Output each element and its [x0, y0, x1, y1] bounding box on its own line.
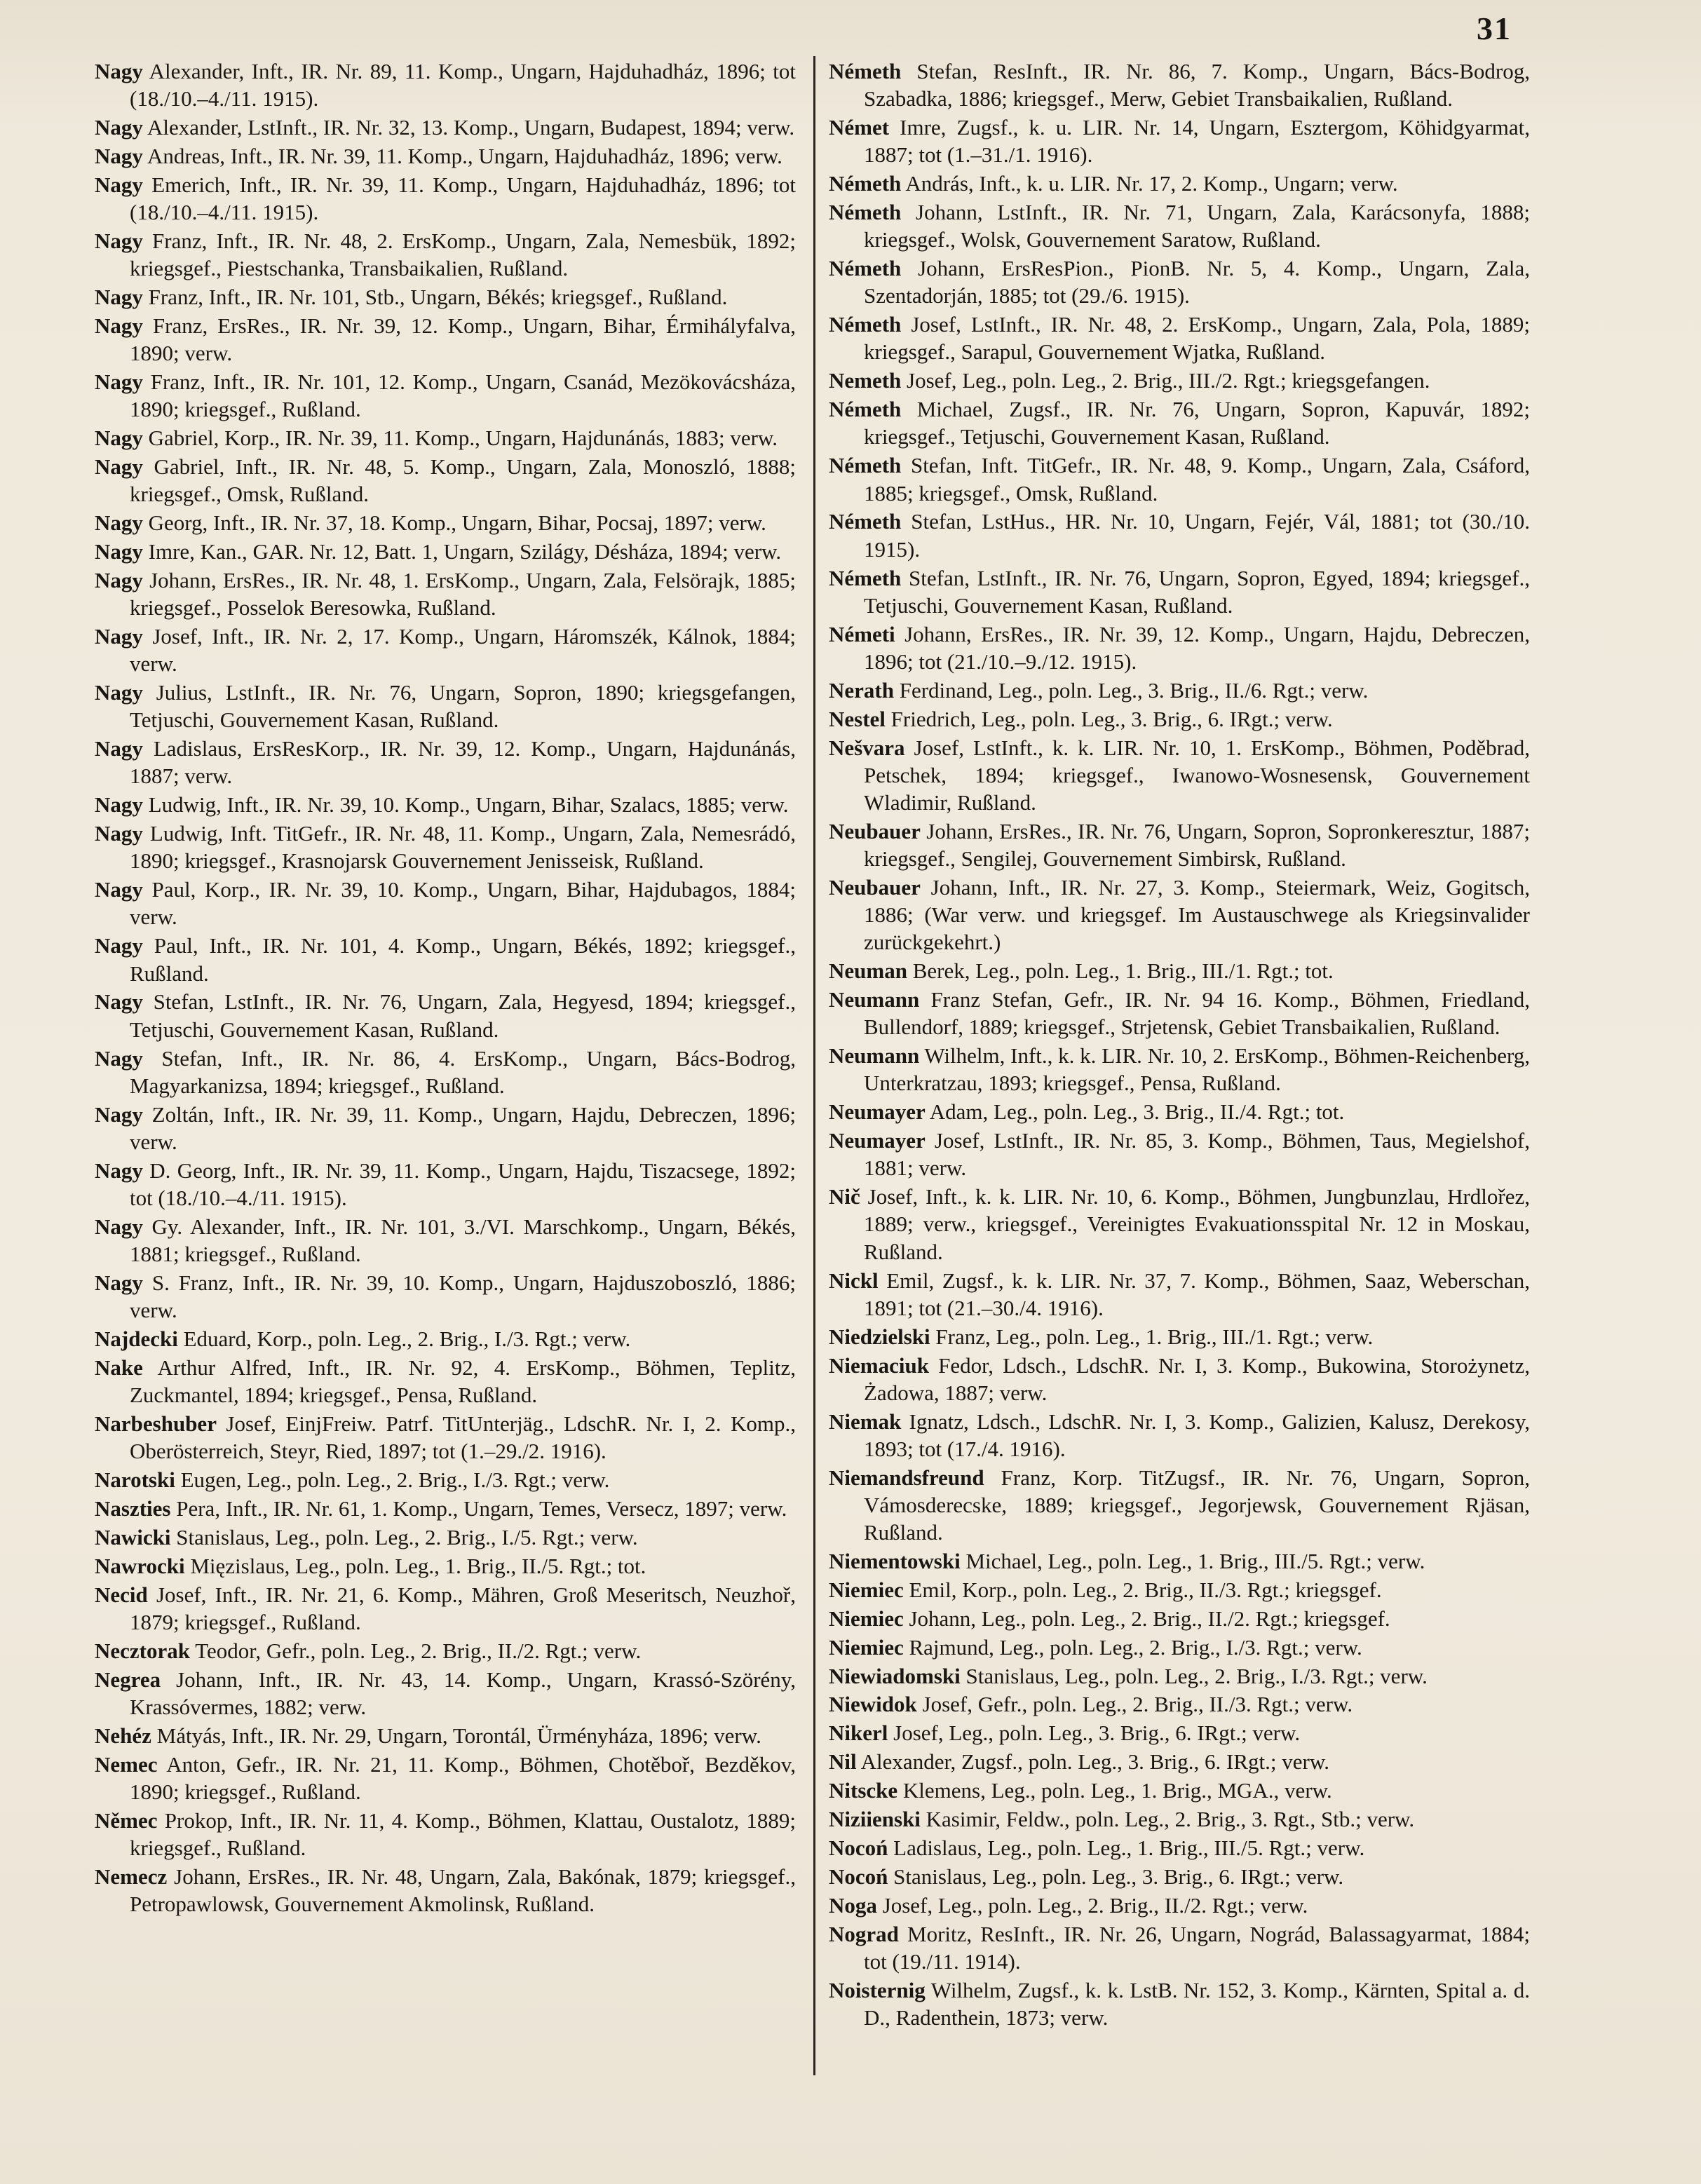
casualty-entry — [95, 820, 796, 874]
entry-surname: Németi — [829, 621, 895, 646]
entry-details: Andreas, Inft., IR. Nr. 39, 11. Komp., Ungarn, Hajduhadház, 1896; verw. — [147, 143, 782, 168]
casualty-entry — [829, 1323, 1530, 1350]
entry-surname: Naszties — [95, 1495, 171, 1521]
entry-surname: Németh — [829, 397, 902, 422]
casualty-entry — [95, 283, 796, 311]
casualty-entry — [95, 1157, 796, 1212]
entry-surname: Nagy — [95, 1214, 143, 1239]
entry-surname: Nawrocki — [95, 1553, 185, 1578]
entry-details: Pera, Inft., IR. Nr. 61, 1. Komp., Ungarn, Temes, Versecz, 1897; verw. — [176, 1495, 787, 1521]
entry-surname: Niemiec — [829, 1577, 904, 1602]
casualty-entry — [95, 1466, 796, 1493]
entry-details: Josef, EinjFreiw. Patrf. TitUnterjäg., LdschR. Nr. I, 2. Komp., Oberösterreich, Steyr, Ried, 1897; tot (1.–29./2. 1916). — [130, 1411, 797, 1464]
entry-details: Stefan, ResInft., IR. Nr. 86, 7. Komp., Ungarn, Bács-Bodrog, Szabadka, 1886; kriegsgef., Merw, Gebiet Transbaikalien, Rußland. — [864, 59, 1531, 111]
casualty-entry — [95, 1637, 796, 1664]
casualty-entry — [95, 876, 796, 930]
casualty-entry — [829, 1605, 1530, 1632]
entry-details: Franz, Inft., IR. Nr. 101, 12. Komp., Ungarn, Csanád, Mezökovácsháza, 1890; kriegsgef., Rußland. — [130, 369, 797, 422]
casualty-entry — [829, 1690, 1530, 1718]
entry-surname: Nickl — [829, 1268, 879, 1293]
casualty-entry — [95, 368, 796, 423]
casualty-entry — [829, 395, 1530, 450]
entry-details: Mięzislaus, Leg., poln. Leg., 1. Brig., II./5. Rgt.; tot. — [190, 1553, 646, 1578]
entry-details: Prokop, Inft., IR. Nr. 11, 4. Komp., Böhmen, Klattau, Oustalotz, 1889; kriegsgef., Rußland. — [130, 1807, 797, 1860]
casualty-entry — [95, 1524, 796, 1551]
entry-surname: Nemec — [95, 1751, 158, 1777]
casualty-entry — [829, 957, 1530, 984]
left-column — [95, 57, 796, 1919]
entry-surname: Nil — [829, 1749, 857, 1775]
casualty-entry — [95, 1213, 796, 1268]
entry-details: Michael, Zugsf., IR. Nr. 76, Ungarn, Sopron, Kapuvár, 1892; kriegsgef., Tetjuschi, Gouvernement Kasan, Rußland. — [864, 397, 1531, 449]
entry-surname: Nagy — [95, 736, 143, 761]
casualty-entry — [829, 1408, 1530, 1463]
entry-details: Alexander, Inft., IR. Nr. 89, 11. Komp., Ungarn, Hajduhadház, 1896; tot (18./10.–4./11. 1915). — [130, 59, 796, 111]
casualty-entry — [95, 509, 796, 536]
casualty-entry — [829, 1748, 1530, 1775]
entry-surname: Nikerl — [829, 1721, 888, 1746]
casualty-entry — [829, 1576, 1530, 1603]
entry-details: Eduard, Korp., poln. Leg., 2. Brig., I./3. Rgt.; verw. — [183, 1327, 631, 1352]
entry-surname: Nagy — [95, 877, 143, 902]
entry-surname: Nemecz — [95, 1864, 168, 1889]
entry-surname: Najdecki — [95, 1327, 178, 1352]
entry-surname: Nagy — [95, 624, 143, 649]
entry-details: Moritz, ResInft., IR. Nr. 26, Ungarn, Nográd, Balassagyarmat, 1884; tot (19./11. 1914). — [864, 1921, 1531, 1974]
casualty-entry — [829, 705, 1530, 733]
entry-details: Johann, ErsResPion., PionB. Nr. 5, 4. Komp., Ungarn, Zala, Szentadorján, 1885; tot (29./6. 1915). — [864, 256, 1530, 308]
entry-surname: Németh — [829, 200, 902, 225]
entry-details: Julius, LstInft., IR. Nr. 76, Ungarn, Sopron, 1890; kriegsgefangen, Tetjuschi, Gouvernement Kasan, Rußland. — [130, 680, 797, 733]
casualty-entry — [95, 57, 796, 112]
entry-surname: Nagy — [95, 369, 143, 395]
entry-details: Johann, LstInft., IR. Nr. 71, Ungarn, Zala, Karácsonyfa, 1888; kriegsgef., Wolsk, Gouvernement Saratow, Rußland. — [864, 200, 1530, 252]
casualty-entry — [95, 312, 796, 367]
entry-surname: Németh — [829, 59, 902, 83]
entry-surname: Němec — [95, 1807, 158, 1833]
entry-surname: Negrea — [95, 1667, 161, 1692]
casualty-entry — [829, 620, 1530, 675]
entry-details: Johann, ErsRes., IR. Nr. 39, 12. Komp., Ungarn, Hajdu, Debreczen, 1896; tot (21./10.–9./12. 1915). — [864, 621, 1531, 674]
entry-details: Adam, Leg., poln. Leg., 3. Brig., II./4. Rgt.; tot. — [929, 1099, 1345, 1125]
entry-details: Josef, LstInft., IR. Nr. 85, 3. Komp., Böhmen, Taus, Megielshof, 1881; verw. — [864, 1128, 1530, 1181]
entry-surname: Niemak — [829, 1409, 902, 1434]
casualty-entry — [95, 227, 796, 282]
casualty-entry — [95, 1552, 796, 1580]
entry-surname: Niedzielski — [829, 1324, 930, 1349]
entry-details: Gy. Alexander, Inft., IR. Nr. 101, 3./VI. Marschkomp., Ungarn, Békés, 1881; kriegsgef., Rußland. — [130, 1214, 796, 1267]
entry-details: Rajmund, Leg., poln. Leg., 2. Brig., I./3. Rgt.; verw. — [909, 1634, 1362, 1660]
casualty-entry — [829, 311, 1530, 365]
entry-surname: Nemeth — [829, 368, 902, 393]
casualty-entry — [829, 255, 1530, 309]
casualty-entry — [829, 564, 1530, 619]
entry-details: Klemens, Leg., poln. Leg., 1. Brig., MGA., verw. — [902, 1778, 1332, 1803]
entry-surname: Németh — [829, 453, 902, 478]
entry-details: Johann, Leg., poln. Leg., 2. Brig., II./2. Rgt.; kriegsgef. — [909, 1606, 1390, 1631]
entry-details: Johann, Inft., IR. Nr. 27, 3. Komp., Steiermark, Weiz, Gogitsch, 1886; (War verw. und kriegsgef. Im Austauschwege als Kriegsinvalider zurückgekehrt.) — [864, 874, 1531, 955]
casualty-entry — [95, 1751, 796, 1805]
entry-details: Franz, Inft., IR. Nr. 48, 2. ErsKomp., Ungarn, Zala, Nemesbük, 1892; kriegsgef., Piestschanka, Transbaikalien, Rußland. — [130, 228, 796, 281]
casualty-entry — [95, 791, 796, 818]
entry-surname: Nagy — [95, 1045, 143, 1071]
casualty-entry — [829, 1098, 1530, 1125]
entry-surname: Nešvara — [829, 735, 905, 760]
casualty-entry — [95, 988, 796, 1043]
entry-details: Franz, ErsRes., IR. Nr. 39, 12. Komp., Ungarn, Bihar, Érmihályfalva, 1890; verw. — [130, 313, 796, 366]
casualty-entry — [95, 538, 796, 565]
entry-surname: Nagy — [95, 510, 143, 536]
entry-surname: Nagy — [95, 680, 143, 705]
casualty-entry — [829, 1805, 1530, 1833]
entry-surname: Narotski — [95, 1467, 175, 1493]
casualty-entry — [95, 567, 796, 621]
casualty-entry — [829, 508, 1530, 562]
casualty-entry — [829, 1042, 1530, 1097]
entry-details: Ludwig, Inft., IR. Nr. 39, 10. Komp., Ungarn, Bihar, Szalacs, 1885; verw. — [148, 792, 789, 818]
casualty-entry — [829, 677, 1530, 704]
entry-surname: Nake — [95, 1355, 143, 1380]
entry-surname: Noga — [829, 1892, 877, 1918]
casualty-entry — [829, 367, 1530, 394]
entry-details: Franz, Leg., poln. Leg., 1. Brig., III./1. Rgt.; verw. — [935, 1324, 1374, 1349]
entry-surname: Nagy — [95, 1270, 143, 1295]
entry-details: Stanislaus, Leg., poln. Leg., 2. Brig., I./3. Rgt.; verw. — [965, 1663, 1428, 1688]
entry-details: Josef, Inft., IR. Nr. 21, 6. Komp., Mähren, Groß Meseritsch, Neuzhoř, 1879; kriegsgef., Rußland. — [130, 1582, 796, 1634]
entry-details: Stanislaus, Leg., poln. Leg., 3. Brig., 6. IRgt.; verw. — [893, 1864, 1344, 1889]
entry-details: Fedor, Ldsch., LdschR. Nr. I, 3. Komp., Bukowina, Storożynetz, Żadowa, 1887; verw. — [864, 1352, 1531, 1405]
entry-surname: Neumann — [829, 987, 920, 1012]
entry-surname: Nagy — [95, 1158, 143, 1183]
entry-surname: Nič — [829, 1184, 860, 1209]
casualty-entry — [829, 1892, 1530, 1919]
entry-surname: Nagy — [95, 567, 143, 592]
entry-details: Josef, Inft., k. k. LIR. Nr. 10, 6. Komp., Böhmen, Jungbunzlau, Hrdlořez, 1889; verw., kriegsgef., Vereinigtes Evakuationsspital Nr. 12 in Moskau, Rußland. — [864, 1184, 1530, 1264]
entry-details: Johann, ErsRes., IR. Nr. 76, Ungarn, Sopron, Sopronkeresztur, 1887; kriegsgef., Sengilej, Gouvernement Simbirsk, Rußland. — [864, 818, 1530, 871]
casualty-entry — [829, 1352, 1530, 1406]
casualty-entry — [95, 623, 796, 677]
entry-surname: Neumayer — [829, 1099, 926, 1125]
entry-details: Stefan, LstInft., IR. Nr. 76, Ungarn, Zala, Hegyesd, 1894; kriegsgef., Tetjuschi, Gouvernement Kasan, Rußland. — [130, 989, 797, 1042]
entry-surname: Nagy — [95, 59, 143, 83]
casualty-entry — [95, 1807, 796, 1861]
casualty-entry — [829, 170, 1530, 197]
entry-surname: Nagy — [95, 115, 143, 140]
entry-surname: Nagy — [95, 172, 143, 197]
casualty-entry — [829, 1834, 1530, 1861]
entry-surname: Niewiadomski — [829, 1663, 961, 1688]
casualty-entry — [95, 735, 796, 789]
entry-surname: Németh — [829, 509, 902, 534]
entry-surname: Németh — [829, 171, 902, 196]
entry-surname: Neuman — [829, 958, 907, 984]
casualty-entry — [829, 1634, 1530, 1661]
entry-surname: Németh — [829, 312, 902, 337]
entry-details: Ladislaus, ErsResKorp., IR. Nr. 39, 12. Komp., Ungarn, Hajdunánás, 1887; verw. — [130, 736, 796, 789]
entry-surname: Nocoń — [829, 1835, 888, 1860]
entry-surname: Necid — [95, 1582, 148, 1607]
entry-surname: Német — [829, 115, 890, 140]
entry-surname: Neubauer — [829, 818, 921, 843]
entry-details: Gabriel, Korp., IR. Nr. 39, 11. Komp., Ungarn, Hajdunánás, 1883; verw. — [148, 426, 778, 451]
entry-surname: Neumann — [829, 1043, 920, 1069]
right-column — [829, 57, 1530, 2033]
entry-surname: Nagy — [95, 143, 143, 168]
entry-details: Michael, Leg., poln. Leg., 1. Brig., III./5. Rgt.; verw. — [965, 1549, 1425, 1574]
entry-surname: Niemiec — [829, 1634, 904, 1660]
entry-details: Eugen, Leg., poln. Leg., 2. Brig., I./3. Rgt.; verw. — [180, 1467, 610, 1493]
casualty-entry — [829, 1267, 1530, 1322]
casualty-entry — [829, 1662, 1530, 1690]
entry-details: Franz Stefan, Gefr., IR. Nr. 94 16. Komp., Böhmen, Friedland, Bullendorf, 1889; kriegsgef., Strjetensk, Gebiet Transbaikalien, Rußland. — [864, 987, 1531, 1040]
casualty-entry — [829, 1976, 1530, 2031]
entry-details: Gabriel, Inft., IR. Nr. 48, 5. Komp., Ungarn, Zala, Monoszló, 1888; kriegsgef., Omsk, Rußland. — [130, 454, 797, 507]
entry-surname: Neubauer — [829, 874, 921, 900]
casualty-entry — [95, 1863, 796, 1918]
entry-surname: Nagy — [95, 1101, 143, 1127]
casualty-entry — [95, 1101, 796, 1155]
entry-details: Stefan, Inft., IR. Nr. 86, 4. ErsKomp., Ungarn, Bács-Bodrog, Magyarkanizsa, 1894; kriegsgef., Rußland. — [130, 1045, 796, 1098]
entry-surname: Noisternig — [829, 1977, 926, 2002]
entry-details: Teodor, Gefr., poln. Leg., 2. Brig., II./2. Rgt.; verw. — [195, 1638, 642, 1663]
entry-details: Berek, Leg., poln. Leg., 1. Brig., III./1. Rgt.; tot. — [912, 958, 1334, 984]
casualty-entry — [829, 452, 1530, 506]
casualty-entry — [829, 57, 1530, 112]
entry-surname: Necztorak — [95, 1638, 190, 1663]
entry-surname: Nagy — [95, 792, 143, 818]
entry-details: D. Georg, Inft., IR. Nr. 39, 11. Komp., Ungarn, Hajdu, Tiszacsege, 1892; tot (18./10.–4./11. 1915). — [130, 1158, 796, 1210]
casualty-entry — [829, 1127, 1530, 1181]
casualty-entry — [95, 142, 796, 170]
entry-surname: Németh — [829, 565, 902, 590]
casualty-entry — [829, 198, 1530, 253]
entry-details: Paul, Inft., IR. Nr. 101, 4. Komp., Ungarn, Békés, 1892; kriegsgef., Rußland. — [130, 933, 797, 986]
casualty-entry — [95, 1722, 796, 1749]
column-divider — [813, 56, 815, 2075]
entry-details: Josef, Leg., poln. Leg., 3. Brig., 6. IRgt.; verw. — [893, 1721, 1301, 1746]
entry-details: Emerich, Inft., IR. Nr. 39, 11. Komp., Ungarn, Hajduhadház, 1896; tot (18./10.–4./11. 1915). — [130, 172, 796, 225]
entry-details: Johann, Inft., IR. Nr. 43, 14. Komp., Ungarn, Krassó-Szörény, Krassóvermes, 1882; verw. — [130, 1667, 797, 1719]
casualty-entry — [95, 114, 796, 141]
casualty-entry — [829, 734, 1530, 817]
entry-surname: Niewidok — [829, 1692, 917, 1717]
entry-details: Anton, Gefr., IR. Nr. 21, 11. Komp., Böhmen, Chotěboř, Bezděkov, 1890; kriegsgef., Rußland. — [130, 1751, 796, 1804]
entry-details: Imre, Zugsf., k. u. LIR. Nr. 14, Ungarn, Esztergom, Köhidgyarmat, 1887; tot (1.–31./1. 1916). — [864, 115, 1531, 168]
entry-surname: Nagy — [95, 285, 143, 310]
entry-details: Stanislaus, Leg., poln. Leg., 2. Brig., I./5. Rgt.; verw. — [176, 1524, 638, 1549]
entry-details: Zoltán, Inft., IR. Nr. 39, 11. Komp., Ungarn, Hajdu, Debreczen, 1896; verw. — [130, 1101, 796, 1154]
entry-surname: Nagy — [95, 933, 143, 958]
entry-details: Franz, Korp. TitZugsf., IR. Nr. 76, Ungarn, Sopron, Vámosderecske, 1889; kriegsgef., Jegorjewsk, Gouvernement Rjäsan, Rußland. — [864, 1465, 1530, 1545]
entry-surname: Nagy — [95, 539, 143, 564]
casualty-entry — [95, 1495, 796, 1522]
casualty-entry — [829, 1863, 1530, 1890]
entry-details: Ignatz, Ldsch., LdschR. Nr. I, 3. Komp., Galizien, Kalusz, Derekosy, 1893; tot (17./4. 1916). — [864, 1409, 1530, 1461]
casualty-entry — [829, 1777, 1530, 1804]
entry-surname: Nerath — [829, 677, 894, 703]
casualty-entry — [95, 1325, 796, 1352]
entry-surname: Nocoń — [829, 1864, 888, 1889]
entry-details: Johann, ErsRes., IR. Nr. 48, Ungarn, Zala, Bakónak, 1879; kriegsgef., Petropawlowsk, Gouvernement Akmolinsk, Rußland. — [130, 1864, 796, 1917]
entry-details: Wilhelm, Inft., k. k. LIR. Nr. 10, 2. ErsKomp., Böhmen-Reichenberg, Unterkratzau, 1893; kriegsgef., Pensa, Rußland. — [864, 1043, 1530, 1096]
entry-surname: Nitscke — [829, 1778, 898, 1803]
entry-details: Ludwig, Inft. TitGefr., IR. Nr. 48, 11. Komp., Ungarn, Zala, Nemesrádó, 1890; kriegsgef., Krasnojarsk Gouvernement Jenisseisk, Rußland. — [130, 821, 797, 874]
entry-details: Josef, LstInft., k. k. LIR. Nr. 10, 1. ErsKomp., Böhmen, Poděbrad, Petschek, 1894; kriegsgef., Iwanowo-Wosnesensk, Gouvernement Wladimir, Rußland. — [864, 735, 1530, 815]
entry-details: Georg, Inft., IR. Nr. 37, 18. Komp., Ungarn, Bihar, Pocsaj, 1897; verw. — [148, 510, 766, 536]
entry-details: Wilhelm, Zugsf., k. k. LstB. Nr. 152, 3. Komp., Kärnten, Spital a. d. D., Radenthein, 1873; verw. — [864, 1977, 1531, 2030]
entry-details: Stefan, LstHus., HR. Nr. 10, Ungarn, Fejér, Vál, 1881; tot (30./10. 1915). — [864, 509, 1530, 562]
entry-surname: Nagy — [95, 228, 143, 253]
casualty-entry — [95, 1354, 796, 1409]
entry-surname: Niemiec — [829, 1606, 904, 1631]
entry-details: Johann, ErsRes., IR. Nr. 48, 1. ErsKomp., Ungarn, Zala, Felsörajk, 1885; kriegsgef., Posselok Beresowka, Rußland. — [130, 567, 797, 620]
casualty-entry — [829, 1719, 1530, 1746]
casualty-entry — [95, 1269, 796, 1324]
page-number: 31 — [1477, 11, 1512, 46]
entry-surname: Nagy — [95, 821, 143, 846]
casualty-entry — [95, 1666, 796, 1721]
entry-surname: Neumayer — [829, 1128, 926, 1153]
entry-surname: Niemandsfreund — [829, 1465, 984, 1490]
entry-surname: Nagy — [95, 426, 143, 451]
entry-details: Friedrich, Leg., poln. Leg., 3. Brig., 6. IRgt.; verw. — [890, 706, 1333, 731]
casualty-entry — [829, 818, 1530, 872]
entry-surname: Niemaciuk — [829, 1352, 929, 1378]
entry-details: Josef, Leg., poln. Leg., 2. Brig., II./2. Rgt.; verw. — [882, 1892, 1308, 1918]
entry-surname: Niementowski — [829, 1549, 961, 1574]
casualty-entry — [95, 453, 796, 508]
casualty-entry — [829, 114, 1530, 168]
entry-surname: Nagy — [95, 454, 143, 480]
entry-details: Stefan, LstInft., IR. Nr. 76, Ungarn, Sopron, Egyed, 1894; kriegsgef., Tetjuschi, Gouvernement Kasan, Rußland. — [864, 565, 1530, 618]
entry-details: Alexander, LstInft., IR. Nr. 32, 13. Komp., Ungarn, Budapest, 1894; verw. — [147, 115, 795, 140]
entry-details: Josef, Inft., IR. Nr. 2, 17. Komp., Ungarn, Háromszék, Kálnok, 1884; verw. — [130, 624, 796, 677]
casualty-entry — [95, 171, 796, 226]
entry-surname: Németh — [829, 256, 902, 281]
entry-details: Franz, Inft., IR. Nr. 101, Stb., Ungarn, Békés; kriegsgef., Rußland. — [148, 285, 728, 310]
entry-details: András, Inft., k. u. LIR. Nr. 17, 2. Komp., Ungarn; verw. — [905, 171, 1398, 196]
casualty-entry — [95, 932, 796, 986]
entry-details: Kasimir, Feldw., poln. Leg., 2. Brig., 3. Rgt., Stb.; verw. — [926, 1807, 1415, 1832]
entry-details: Paul, Korp., IR. Nr. 39, 10. Komp., Ungarn, Bihar, Hajdubagos, 1884; verw. — [130, 877, 796, 930]
entry-details: Josef, LstInft., IR. Nr. 48, 2. ErsKomp., Ungarn, Zala, Pola, 1889; kriegsgef., Sarapul, Gouvernement Wjatka, Rußland. — [864, 312, 1531, 365]
entry-details: Alexander, Zugsf., poln. Leg., 3. Brig., 6. IRgt.; verw. — [860, 1749, 1329, 1775]
entry-details: Emil, Korp., poln. Leg., 2. Brig., II./3. Rgt.; kriegsgef. — [909, 1577, 1382, 1602]
casualty-entry — [829, 1464, 1530, 1547]
casualty-entry — [829, 874, 1530, 956]
casualty-entry — [95, 1410, 796, 1465]
casualty-entry — [95, 1581, 796, 1636]
entry-details: Mátyás, Inft., IR. Nr. 29, Ungarn, Torontál, Ürményháza, 1896; verw. — [156, 1723, 761, 1748]
casualty-entry — [829, 1183, 1530, 1266]
casualty-entry — [829, 986, 1530, 1040]
entry-surname: Niziienski — [829, 1807, 921, 1832]
casualty-entry — [829, 1547, 1530, 1575]
entry-details: Emil, Zugsf., k. k. LIR. Nr. 37, 7. Komp., Böhmen, Saaz, Weberschan, 1891; tot (21.–30./4. 1916). — [864, 1268, 1531, 1320]
entry-surname: Nagy — [95, 313, 143, 338]
entry-surname: Nograd — [829, 1921, 899, 1946]
entry-details: Ferdinand, Leg., poln. Leg., 3. Brig., II./6. Rgt.; verw. — [899, 677, 1369, 703]
entry-details: Stefan, Inft. TitGefr., IR. Nr. 48, 9. Komp., Ungarn, Zala, Csáford, 1885; kriegsgef., Omsk, Rußland. — [864, 453, 1530, 506]
entry-details: Ladislaus, Leg., poln. Leg., 1. Brig., III./5. Rgt.; verw. — [893, 1835, 1365, 1860]
casualty-entry — [95, 424, 796, 452]
casualty-entry — [95, 1045, 796, 1099]
entry-surname: Nagy — [95, 989, 143, 1015]
entry-surname: Nehéz — [95, 1723, 151, 1748]
entry-surname: Nestel — [829, 706, 886, 731]
entry-surname: Narbeshuber — [95, 1411, 217, 1436]
entry-details: Josef, Gefr., poln. Leg., 2. Brig., II./3. Rgt.; verw. — [922, 1692, 1353, 1717]
entry-surname: Nawicki — [95, 1524, 171, 1549]
entry-details: Imre, Kan., GAR. Nr. 12, Batt. 1, Ungarn, Szilágy, Désháza, 1894; verw. — [148, 539, 782, 564]
entry-details: S. Franz, Inft., IR. Nr. 39, 10. Komp., Ungarn, Hajduszoboszló, 1886; verw. — [130, 1270, 797, 1323]
casualty-entry — [829, 1920, 1530, 1975]
casualty-entry — [95, 679, 796, 733]
entry-details: Arthur Alfred, Inft., IR. Nr. 92, 4. ErsKomp., Böhmen, Teplitz, Zuckmantel, 1894; kriegsgef., Pensa, Rußland. — [130, 1355, 797, 1408]
entry-details: Josef, Leg., poln. Leg., 2. Brig., III./2. Rgt.; kriegsgefangen. — [907, 368, 1430, 393]
